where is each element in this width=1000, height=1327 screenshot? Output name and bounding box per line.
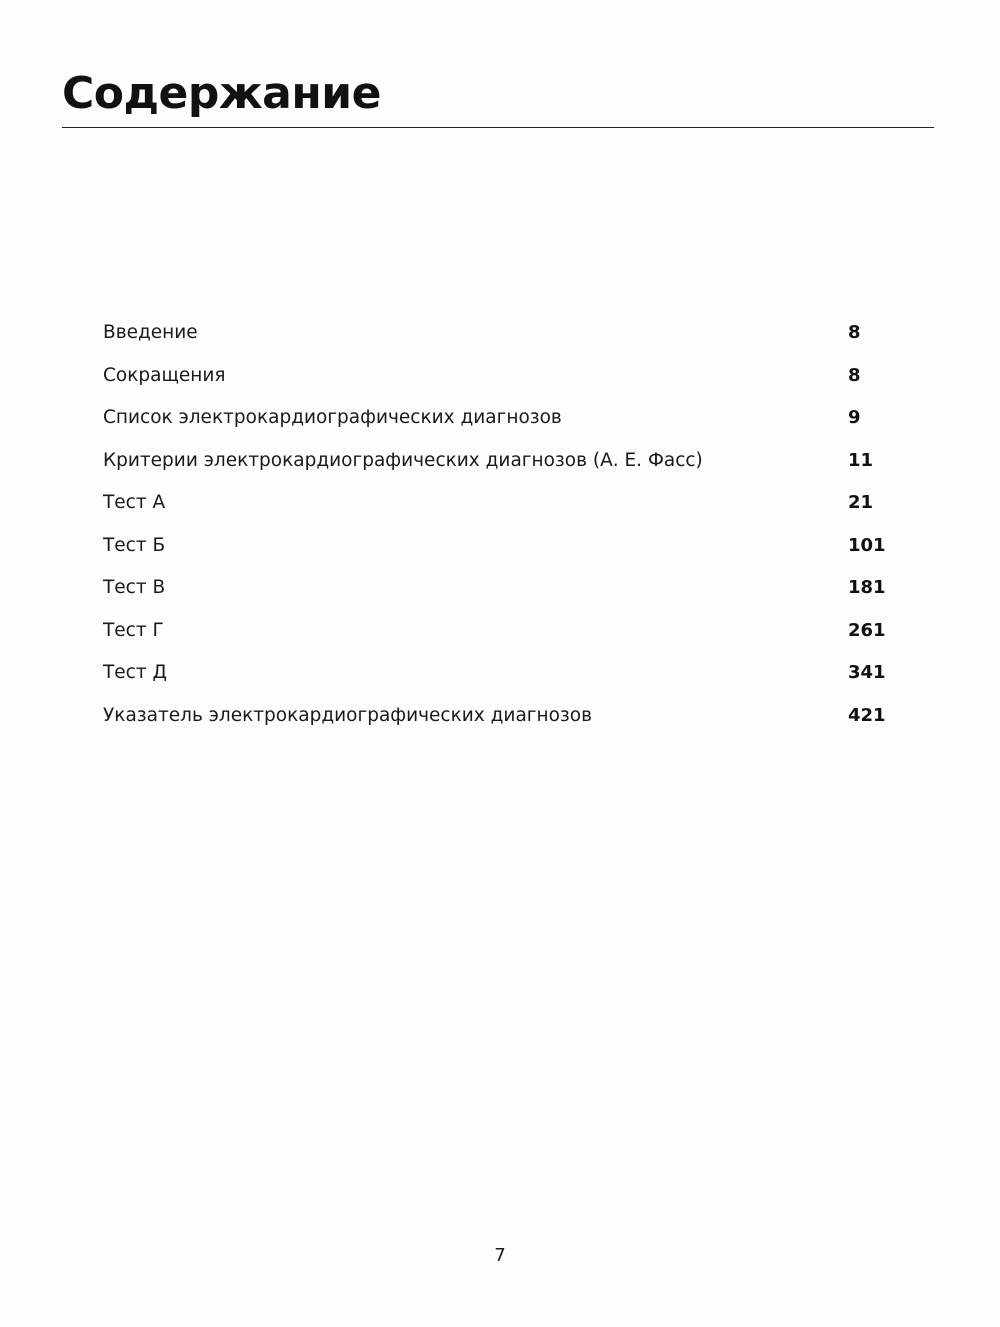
toc-entry-title: Тест В <box>103 577 166 598</box>
toc-entry <box>103 482 883 525</box>
toc-entry-page: 9 <box>848 407 861 428</box>
toc-entry <box>103 610 886 653</box>
toc-entry-title: Тест Д <box>103 662 167 683</box>
toc-entry-page: 8 <box>848 364 861 386</box>
toc-entry <box>103 355 883 398</box>
toc-entry-page: 11 <box>848 449 874 471</box>
toc-entry <box>103 440 883 483</box>
toc-entry-title: Тест Б <box>103 534 166 556</box>
page-title: Содержание <box>62 68 381 119</box>
toc-entry-title: Тест А <box>103 492 166 513</box>
toc-entry-page: 261 <box>848 619 886 641</box>
title-divider <box>62 127 934 128</box>
toc-entry <box>103 312 883 355</box>
toc-entry <box>103 397 883 440</box>
toc-entry-page: 8 <box>848 322 861 343</box>
toc-entry-page: 101 <box>848 534 886 556</box>
toc-entry <box>103 567 886 610</box>
toc-entry-title: Тест Г <box>103 619 164 641</box>
toc-entry-title: Сокращения <box>103 364 226 386</box>
toc-entry <box>103 652 886 695</box>
toc-entry-page: 181 <box>848 577 886 598</box>
toc-entry-page: 341 <box>848 662 886 683</box>
table-of-contents <box>103 312 886 737</box>
toc-entry <box>103 525 886 568</box>
toc-entry-page: 421 <box>848 704 886 726</box>
toc-entry-page: 21 <box>848 492 874 513</box>
toc-entry-title: Список электрокардиографических диагнозов <box>103 407 562 428</box>
toc-entry <box>103 695 886 738</box>
toc-entry-title: Введение <box>103 322 198 343</box>
toc-entry-title: Критерии электрокардиографических диагнозов (А. Е. Фасс) <box>103 449 703 471</box>
toc-entry-title: Указатель электрокардиографических диагнозов <box>103 704 592 726</box>
page-number: 7 <box>494 1245 506 1266</box>
